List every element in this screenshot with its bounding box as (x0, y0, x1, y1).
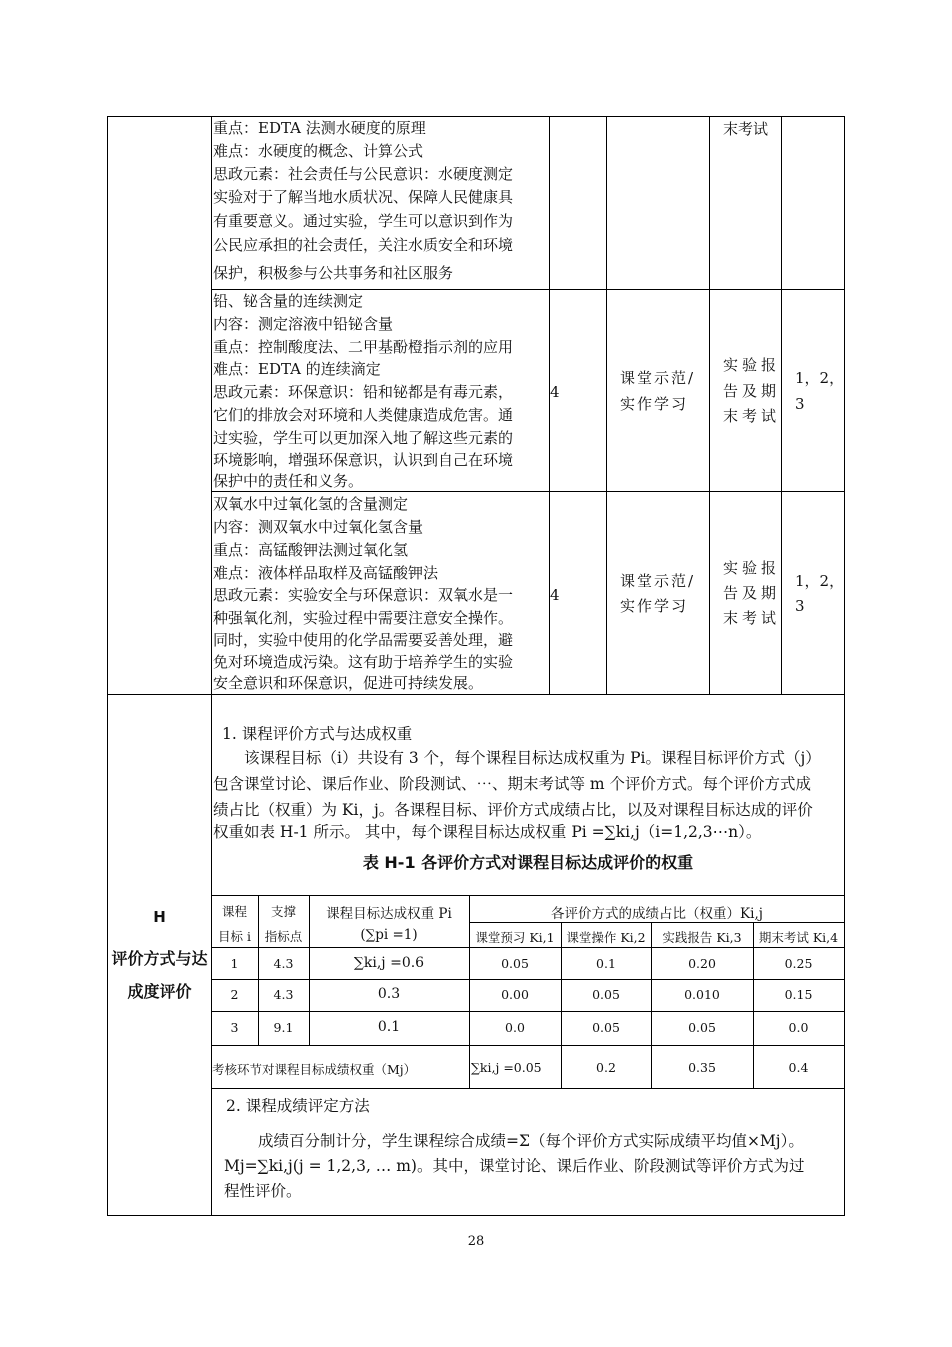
th-method: 课堂预习 Ki,1 (475, 930, 555, 945)
row3-line: 双氧水中过氧化氢的含量测定 (213, 495, 409, 513)
th-support: 支撑 (270, 904, 296, 919)
row1-line: 难点：水硬度的概念、计算公式 (213, 142, 424, 160)
table-cell: 0.0 (505, 1020, 525, 1035)
row2-assess: 告及期 (723, 382, 781, 400)
table-cell: 0.05 (501, 956, 529, 971)
paragraph-line: 成绩百分制计分，学生课程综合成绩=Σ（每个评价方式实际成绩平均值×Mj）。 (258, 1132, 804, 1150)
table-footer-label: 考核环节对课程目标成绩权重（Mj） (212, 1062, 417, 1077)
th-method: 实践报告 Ki,3 (662, 930, 742, 945)
th-method: 期末考试 Ki,4 (758, 930, 839, 945)
row3-line: 重点：高锰酸钾法测过氧化氢 (213, 541, 409, 559)
table-cell: 0.010 (684, 987, 720, 1002)
page-number: 28 (467, 1234, 485, 1249)
table-cell: 4.3 (273, 956, 294, 971)
table-cell: 0.05 (592, 987, 620, 1002)
row2-line: 内容：测定溶液中铅铋含量 (213, 315, 394, 333)
table-cell: ∑ki,j =0.6 (353, 955, 425, 971)
row3-line: 同时，实验中使用的化学品需要妥善处理，避 (213, 631, 514, 649)
row2-assess: 实验报 (723, 356, 781, 374)
subsection-title: 2. 课程成绩评定方法 (226, 1097, 370, 1115)
row2-targets: 3 (795, 395, 805, 413)
row2-method: 实作学习 (620, 395, 689, 413)
row1-line: 思政元素：社会责任与公民意识：水硬度测定 (213, 165, 514, 183)
row3-line: 难点：液体样品取样及高锰酸钾法 (213, 564, 439, 582)
row3-line: 思政元素：实验安全与环保意识：双氧水是一 (213, 586, 514, 604)
table-cell: 0.20 (688, 956, 716, 971)
row3-assess: 实验报 (723, 559, 781, 577)
paragraph-line: 程性评价。 (224, 1182, 302, 1200)
row2-line: 难点：EDTA 的连续滴定 (213, 360, 381, 378)
table-cell: 0.1 (377, 1019, 401, 1035)
table-cell: 0.25 (784, 956, 813, 971)
th-course: 目标 i (218, 929, 251, 944)
row2-hours: 4 (550, 383, 560, 401)
row3-line: 安全意识和环保意识，促进可持续发展。 (213, 674, 484, 692)
row1-assess: 末考试 (723, 120, 769, 138)
row2-line: 重点：控制酸度法、二甲基酚橙指示剂的应用 (213, 338, 514, 356)
row3-assess: 末考试 (723, 609, 781, 627)
th-course: 课程 (221, 904, 247, 919)
table-cell: 0.3 (377, 986, 401, 1002)
section-h-letter: H (153, 908, 166, 926)
row2-line: 思政元素：环保意识：铅和铋都是有毒元素， (213, 383, 514, 401)
row2-assess: 末考试 (723, 407, 781, 425)
row1-line: 实验对于了解当地水质状况、保障人民健康具 (213, 188, 514, 206)
paragraph-line: 权重如表 H-1 所示。 其中，每个课程目标达成权重 Pi =∑ki,j（i=1,2,3⋯n）。 (213, 823, 762, 841)
row2-targets: 1，2， (795, 369, 845, 387)
row3-assess: 告及期 (723, 584, 781, 602)
row1-line: 公民应承担的社会责任，关注水质安全和环境 (213, 236, 514, 254)
row2-line: 铅、铋含量的连续测定 (213, 292, 364, 310)
table-caption: 表 H-1 各评价方式对课程目标达成评价的权重 (362, 853, 694, 872)
row3-targets: 3 (795, 597, 805, 615)
th-weight: (∑pi =1) (360, 927, 418, 943)
table-footer-cell: 0.4 (788, 1060, 809, 1075)
table-cell: 2 (230, 987, 239, 1002)
row3-method: 实作学习 (620, 597, 689, 615)
row3-hours: 4 (550, 586, 560, 604)
table-cell: 0.0 (788, 1020, 809, 1035)
table-cell: 4.3 (273, 987, 294, 1002)
paragraph-line: Mj=∑ki,j(j = 1,2,3, … m)。其中，课堂讨论、课后作业、阶段测试等评价方式为过 (224, 1157, 805, 1175)
row2-line: 它们的排放会对环境和人类健康造成危害。通 (213, 406, 514, 424)
subsection-title: 1. 课程评价方式与达成权重 (222, 725, 413, 743)
table-cell: 0.1 (596, 956, 616, 971)
row2-line: 过实验，学生可以更加深入地了解这些元素的 (213, 429, 514, 447)
th-weight: 课程目标达成权重 Pi (326, 906, 452, 922)
paragraph-line: 该课程目标（i）共设有 3 个，每个课程目标达成权重为 Pi。课程目标评价方式（j） (244, 749, 821, 767)
th-method: 课堂操作 Ki,2 (566, 930, 646, 945)
row3-line: 种强氧化剂，实验过程中需要注意安全操作。 (213, 609, 514, 627)
table-footer-sum: ∑ki,j =0.05 (471, 1060, 542, 1075)
row2-line: 保护中的责任和义务。 (213, 472, 364, 490)
table-cell: 0.05 (592, 1020, 620, 1035)
section-h-label: 成度评价 (127, 982, 192, 1001)
row1-line: 有重要意义。通过实验，学生可以意识到作为 (213, 212, 514, 230)
th-support: 指标点 (264, 929, 303, 944)
table-footer-cell: 0.35 (688, 1060, 716, 1075)
table-cell: 0.00 (501, 987, 529, 1002)
row1-line: 重点：EDTA 法测水硬度的原理 (213, 119, 426, 137)
table-cell: 0.15 (784, 987, 813, 1002)
row3-line: 内容：测双氧水中过氧化氢含量 (213, 518, 424, 536)
table-cell: 0.05 (688, 1020, 716, 1035)
table-footer-cell: 0.2 (596, 1060, 616, 1075)
row3-targets: 1，2， (795, 572, 845, 590)
paragraph-line: 绩占比（权重）为 Ki，j。各课程目标、评价方式成绩占比，以及对课程目标达成的评价 (213, 801, 813, 819)
section-h-label: 评价方式与达 (111, 949, 208, 968)
table-cell: 9.1 (273, 1020, 294, 1035)
table-cell: 3 (230, 1020, 239, 1035)
th-group: 各评价方式的成绩占比（权重）Ki,j (551, 906, 763, 922)
paragraph-line: 包含课堂讨论、课后作业、阶段测试、⋯、期末考试等 m 个评价方式。每个评价方式成 (213, 775, 812, 793)
row1-line: 保护，积极参与公共事务和社区服务 (213, 264, 454, 282)
table-cell: 1 (230, 956, 239, 971)
row3-line: 免对环境造成污染。这有助于培养学生的实验 (213, 653, 514, 671)
row2-line: 环境影响，增强环保意识，认识到自己在环境 (213, 451, 514, 469)
row2-method: 课堂示范/ (620, 369, 696, 387)
row3-method: 课堂示范/ (620, 572, 696, 590)
